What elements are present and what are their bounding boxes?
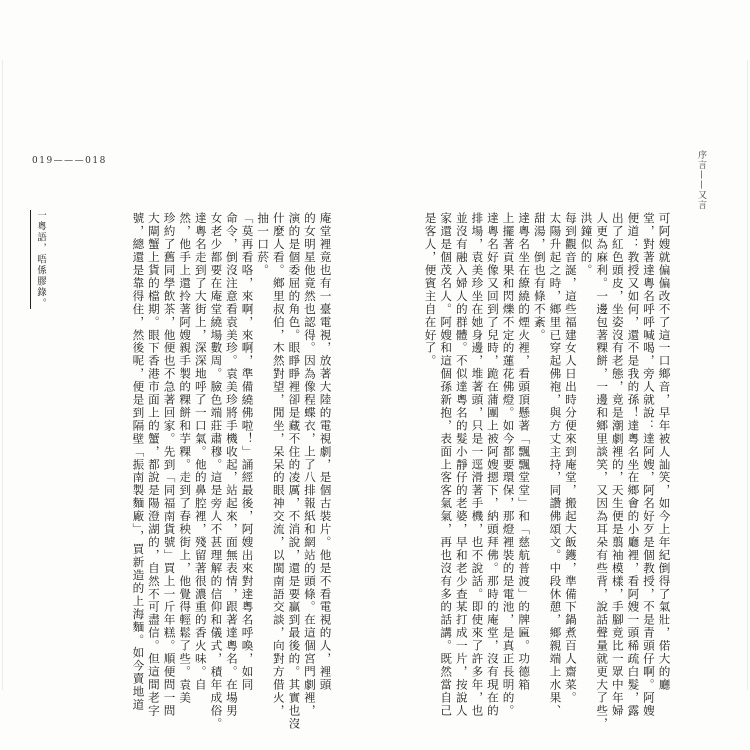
left-text-column: 達粵名走到了大街上，深深地呼了一口氣。他的鼻腔裡，殘留著很濃重的香火味。自 <box>193 212 208 692</box>
running-header <box>694 150 708 210</box>
left-text-column: 演的是個委屈的角色。眼睜睜裡卻是藏不住的凌厲，不消說，還是要贏到最後的。其實也沒 <box>287 212 302 730</box>
left-text-column: 珍約了舊同學飲茶，他便也不急著回家。先到「同福南貨號」買上一斤年糕。順便問一問 <box>162 212 177 718</box>
right-text-column: 堂，對著達粵名呼呼喊喝，旁人就說：達阿嫂，阿名好歹是個教授，不是青頭仔啊。阿嫂 <box>641 212 656 718</box>
left-text-column: 命令，倒沒注意看袁美珍。袁美珍將手機收起，站起來，面無表情，跟著達粵名。在場男 <box>224 212 239 718</box>
page-numbers: 019———018 <box>32 156 107 166</box>
left-text-column: 庵堂裡竟也有一臺電視，放著大陸的電視劇，是個古裝片。他是不看電視的人，裡頭 <box>318 212 333 692</box>
right-text-column: 上擺著貢果和閃爍不定的蓮花佛燈。如今都要環保，那燈裡裝的是電池，是真正長明的。 <box>501 212 516 718</box>
left-text-column: 大閘蟹上貨的檔期。眼下香港市面上的蟹，都說是陽澄湖的，自然不可盡信。但這間老字 <box>146 212 161 718</box>
right-text-column: 太陽升起之時，鄉里已穿起佛袍，與方丈主持，同讚佛頌文。中段休憩，鄉親端上水果、 <box>548 212 563 718</box>
right-text-column: 達粵名坐在繚繞的煙火裡，看頭頂懸著「飄飄堂堂」和「慈航普渡」的牌匾。功德箱 <box>517 212 532 692</box>
header-title: 又言 <box>696 190 706 210</box>
left-text-column: 女老少都要在庵堂繞場數周。臉色端莊肅穆。這是旁人不甚理解的信仰和儀式，積年成俗。 <box>209 212 224 730</box>
left-text-column: 抽一口菸。 <box>256 212 271 277</box>
right-text-column: 甜湯，倒也有條不紊。 <box>532 212 547 342</box>
right-text-column: 達粵名好像又回到了兒時，跪在蒲團上被阿嫂摁下，納頭拜佛。那時的庵堂，沒有現在的 <box>485 212 500 718</box>
right-text-column: 並沒有融入婦人的群體。不似達粵名的髮小靜仔的老婆，早和老少查某打成一片，按說人 <box>454 212 469 718</box>
right-text-column: 家還是個茂名人。阿嫂和這個孫新抱，表面上客客氣氣，再也沒有多的話講。既然當自己 <box>439 212 454 718</box>
right-text-column: 每到觀音誕，這些福建女人日出時分便來到庵堂，搬起大飯鑊，準備下鍋煮百人齋菜。 <box>563 212 578 705</box>
chapter-side-tab: 一粵語，唔係膠錄。 <box>30 210 47 309</box>
right-text-column: 是客人，便賓主自在好了。 <box>423 212 438 368</box>
header-section: 序言 <box>696 150 706 170</box>
left-text-column: 「莫再看咯，來啊，來啊，準備繞佛啦！」誦經最後，阿嫂出來對達粵名呼喚，如同 <box>240 212 255 692</box>
right-text-column: 排場，袁美珍坐在她身邊，堆著頭，只是一逕滑著手機，也不說話。即使來了許多年，也 <box>470 212 485 718</box>
left-text-column: 的女明星他竟然也認得。因為像程蝶衣，上了八排報紙和網站的頭條。在這個宮門劇裡， <box>302 212 317 718</box>
left-page-edge <box>2 60 3 690</box>
left-text-column: 然，他手上還拎著阿嫂親手製的粿餅和芋粿。走到了春秧街上，他覺得輕鬆了些。袁美 <box>178 212 193 705</box>
right-text-column: 洪鐘似的。 <box>579 212 594 277</box>
right-text-column: 人更為麻利。一邊包著粿餅，一邊和鄉里談笑，又因為耳朵有些背，說話聲量就更大了些， <box>595 212 610 730</box>
right-text-column: 便道：教授又如何，還不是我的孫！達粵名坐在鄉會的小廳裡，看阿嫂一頭稀疏白髮，露 <box>626 212 641 718</box>
left-text-column: 號，總還是靠得住，然後呢，便是到隔壁「振南製麵廠」，買新造的上海麵。如今賣地道 <box>131 212 146 712</box>
header-rule: —— <box>696 170 706 190</box>
right-page-edge <box>747 60 748 690</box>
right-text-column: 可阿嫂就偏偏改不了這一口鄉音，早年被人訕笑，如今上年紀倒得了氣壯，偌大的廳 <box>657 212 672 692</box>
right-text-column: 出了紅色頭皮，坐姿沒有老態，竟是潮劇裡的，天生便是翦袖模樣，手腳竟比一眾中年婦 <box>610 212 625 718</box>
left-text-column: 什麼人看。鄉里叔伯，木然對望，閒坐，呆呆的眼神交流，以閩南語交談，向對方借火， <box>271 212 286 718</box>
